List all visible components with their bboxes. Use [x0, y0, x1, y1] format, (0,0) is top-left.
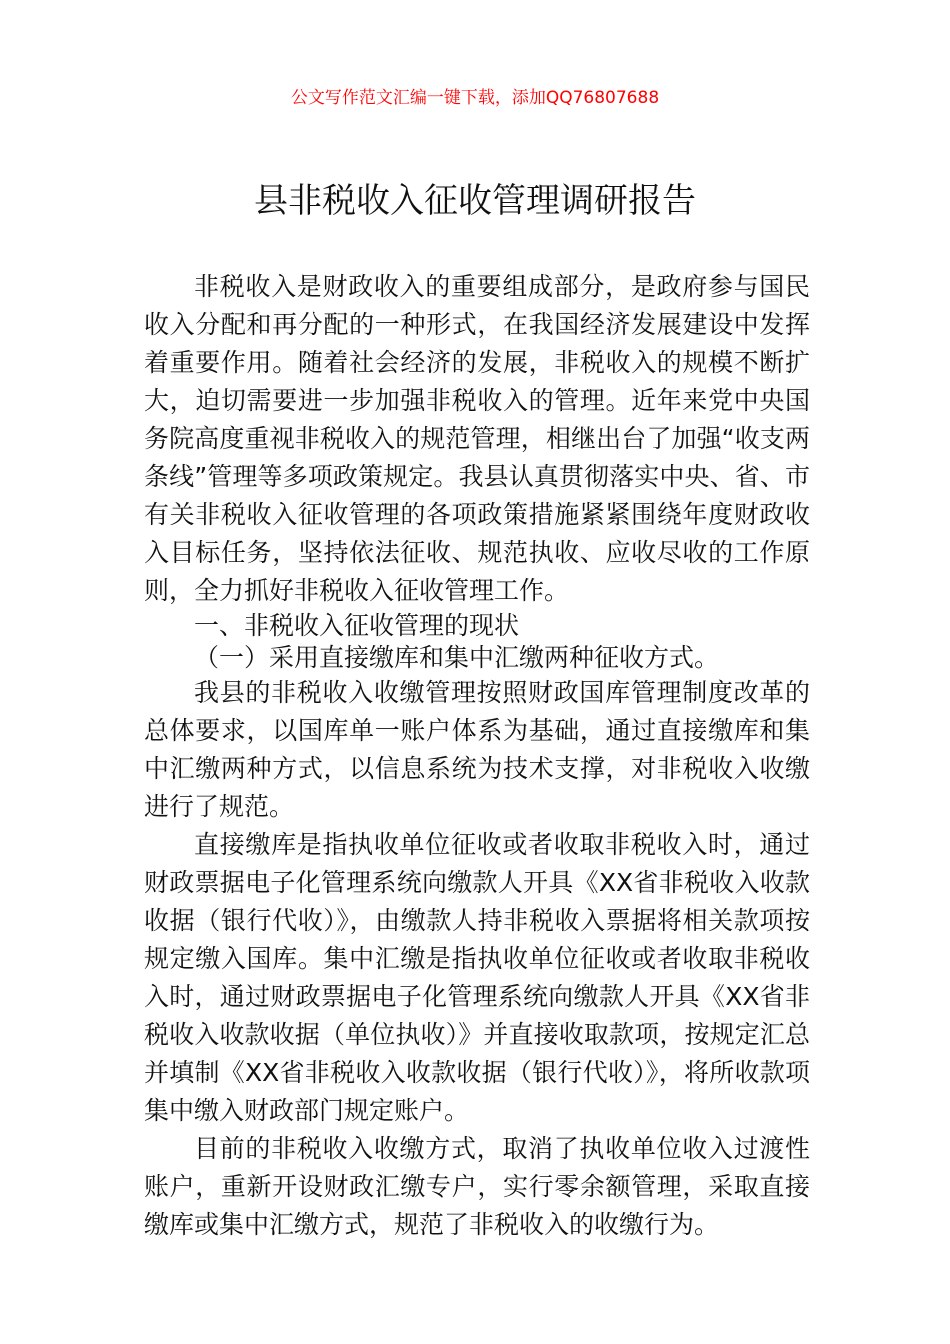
section-heading-1: 一、非税收入征收管理的现状: [194, 611, 520, 640]
paragraph-collection-overview: 我县的非税收入收缴管理按照财政国库管理制度改革的总体要求，以国库单一账户体系为基础，通过直接缴库和集中汇缴两种方式，以信息系统为技术支撑，对非税收入收缴进行了规范。: [144, 678, 810, 821]
subsection-heading-1: （一）采用直接缴库和集中汇缴两种征收方式。: [194, 643, 720, 672]
download-notice: 公文写作范文汇编一键下载，添加QQ76807688: [290, 88, 660, 108]
paragraph-current-method: 目前的非税收入收缴方式，取消了执收单位收入过渡性账户，重新开设财政汇缴专户，实行零余额管理，采取直接缴库或集中汇缴方式，规范了非税收入的收缴行为。: [144, 1134, 810, 1239]
paragraph-direct-payment: 直接缴库是指执收单位征收或者收取非税收入时，通过财政票据电子化管理系统向缴款人开具《XX省非税收入收款收据（银行代收）》，由缴款人持非税收入票据将相关款项按规定缴入国库。集中汇缴是指执收单位征收或者收取非税收入时，通过财政票据电子化管理系统向缴款人开具《XX省非税收入收款收据（单位执收）》并直接收取款项，按规定汇总并填制《XX省非税收入收款收据（银行代收）》，将所收款项集中缴入财政部门规定账户。: [144, 830, 810, 1125]
document-body: [144, 268, 810, 1244]
document-title: 县非税收入征收管理调研报告: [254, 181, 696, 221]
paragraph-intro: 非税收入是财政收入的重要组成部分，是政府参与国民收入分配和再分配的一种形式，在我国经济发展建设中发挥着重要作用。随着社会经济的发展，非税收入的规模不断扩大，迫切需要进一步加强非税收入的管理。近年来党中央国务院高度重视非税收入的规范管理，相继出台了加强“收支两条线”管理等多项政策规定。我县认真贯彻落实中央、省、市有关非税收入征收管理的各项政策措施紧紧围绕年度财政收入目标任务，坚持依法征收、规范执收、应收尽收的工作原则，全力抓好非税收入征收管理工作。: [144, 272, 810, 605]
